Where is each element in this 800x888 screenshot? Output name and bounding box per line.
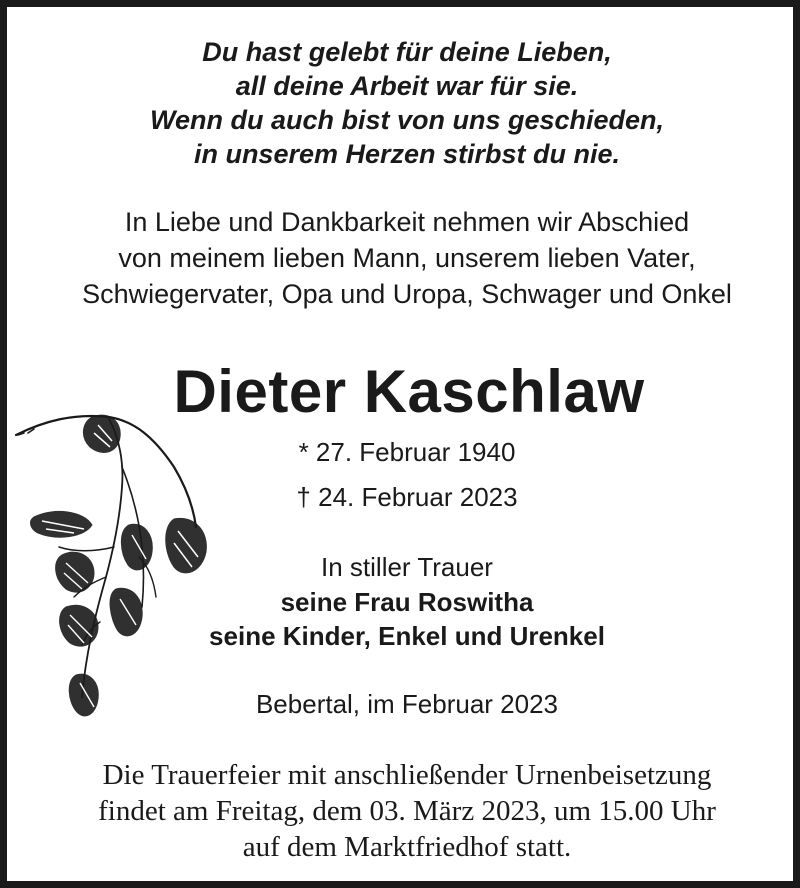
service-line-3: auf dem Marktfriedhof statt. [242,831,572,863]
poem-line-3: Wenn du auch bist von uns geschieden, [149,105,665,135]
mourner-family: seine Kinder, Enkel und Urenkel [209,621,605,651]
poem-line-1: Du hast gelebt für deine Lieben, [202,37,612,67]
intro-line-1: In Liebe und Dankbarkeit nehmen wir Abschied [124,207,690,237]
deceased-name: Dieter Kaschlaw [173,358,645,425]
intro-line-3: Schwiegervater, Opa und Uropa, Schwager und Onkel [82,279,732,309]
birch-branch-icon [14,407,224,737]
service-line-1: Die Trauerfeier mit anschließender Urnenbeisetzung [102,759,712,791]
mourners-heading: In stiller Trauer [321,552,493,582]
intro-line-2: von meinem lieben Mann, unserem lieben Vater, [118,243,696,273]
mourner-spouse: seine Frau Roswitha [280,587,534,617]
poem-line-4: in unserem Herzen stirbst du nie. [193,139,621,169]
death-date: † 24. Februar 2023 [296,482,518,512]
service-line-2: findet am Freitag, dem 03. März 2023, um 15.00 Uhr [98,795,716,827]
birth-date: * 27. Februar 1940 [298,437,516,467]
poem-line-2: all deine Arbeit war für sie. [235,71,579,101]
place-date: Bebertal, im Februar 2023 [255,689,559,719]
